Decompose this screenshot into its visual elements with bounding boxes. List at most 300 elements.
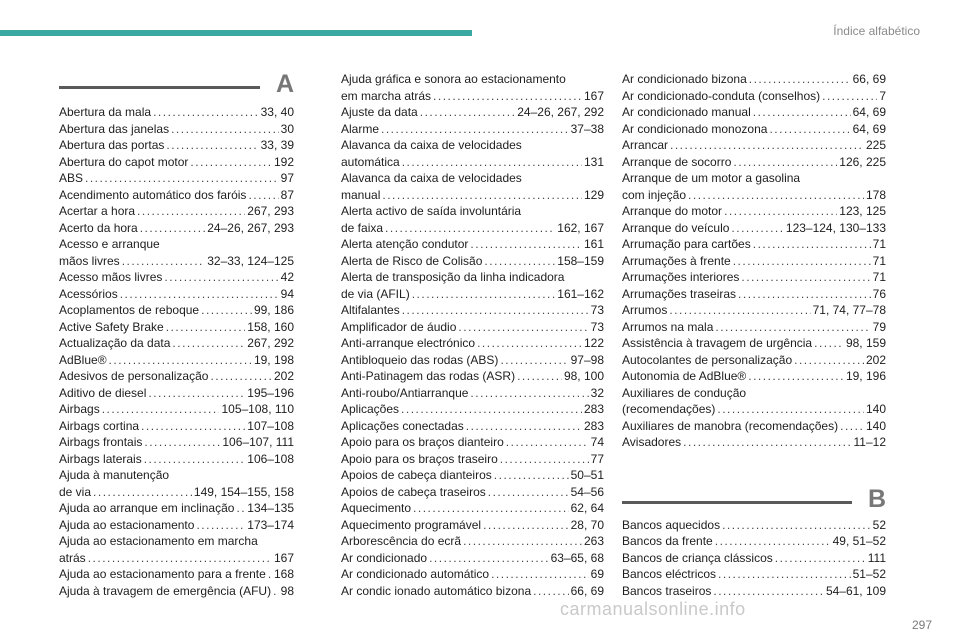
dot-leader	[137, 203, 245, 220]
index-entry[interactable]	[341, 418, 604, 435]
dot-leader	[88, 550, 272, 567]
dot-leader	[196, 517, 245, 534]
dot-leader	[382, 187, 582, 204]
index-entry[interactable]	[59, 352, 294, 369]
index-entry-pages: 64, 69	[852, 105, 886, 119]
index-entry-pages: 131	[583, 154, 604, 169]
index-entry[interactable]	[622, 71, 886, 88]
index-entry-label: Arranque do motor	[622, 204, 723, 218]
index-entry[interactable]	[59, 434, 294, 451]
index-entry-label: Arrumos	[622, 303, 668, 317]
index-entries-col1	[59, 104, 294, 599]
index-entry[interactable]	[622, 203, 886, 220]
index-entry-pages: 140	[865, 402, 886, 416]
index-entry[interactable]	[341, 583, 604, 600]
index-entry-pages: 30	[280, 121, 294, 136]
dot-leader	[749, 71, 851, 88]
index-entry-label: Aquecimento	[341, 501, 412, 515]
index-entry[interactable]	[341, 550, 604, 567]
index-entry-label: Auxiliares de manobra (recomendações)	[622, 418, 839, 433]
index-entry-pages: 202	[273, 369, 294, 383]
index-entry[interactable]	[59, 154, 294, 171]
index-entry-pages: 51–52	[852, 567, 886, 581]
index-entry-label: Apoio para os braços dianteiro	[341, 435, 504, 449]
dot-leader	[753, 236, 871, 253]
index-entry-label: Ajuda ao estacionamento para a frente	[59, 567, 266, 581]
index-entry-lead-line: Ajuda gráfica e sonora ao estacionamento	[341, 72, 566, 86]
dot-leader	[201, 302, 252, 319]
index-entry[interactable]	[341, 500, 604, 517]
index-entry[interactable]	[622, 533, 886, 550]
dot-leader	[122, 253, 206, 270]
index-entry-label: Arranque do veículo	[622, 220, 730, 235]
dot-leader	[433, 88, 582, 105]
index-entry-pages: 267, 293	[247, 204, 294, 218]
index-entry-label: Aditivo de diesel	[59, 385, 147, 400]
index-entry[interactable]	[59, 368, 294, 385]
index-entry-pages: 73	[590, 303, 604, 317]
dot-leader	[140, 220, 206, 237]
dot-leader	[794, 352, 864, 369]
index-entry-pages: 87	[280, 187, 294, 202]
index-entry-pages: 202	[865, 352, 886, 367]
index-entry-pages: 97	[280, 171, 294, 185]
index-entry-pages: 66, 69	[852, 72, 886, 86]
index-entry-label: Apoio para os braços traseiro	[341, 451, 498, 466]
dot-leader	[402, 154, 582, 171]
dot-leader	[381, 121, 569, 138]
index-entry[interactable]	[622, 104, 886, 121]
index-entry-pages: 168	[273, 567, 294, 581]
dot-leader	[268, 566, 272, 583]
index-entry-pages: 149, 154–155, 158	[193, 484, 294, 499]
index-entry[interactable]	[622, 88, 886, 105]
dot-leader	[669, 302, 810, 319]
dot-leader	[733, 154, 837, 171]
index-entry[interactable]	[341, 88, 604, 105]
index-entry-pages: 106–108	[247, 451, 294, 466]
index-entry[interactable]	[59, 319, 294, 336]
section-header-b	[622, 484, 886, 515]
index-entry[interactable]	[341, 434, 604, 451]
index-entry-lead-line: Acesso e arranque	[59, 237, 160, 251]
dot-leader	[688, 187, 864, 204]
index-entries-col3-b	[622, 517, 886, 600]
dot-leader	[533, 583, 569, 600]
dot-leader	[477, 335, 582, 352]
index-entry-pages: 32	[590, 385, 604, 400]
index-entry-pages: 33, 40	[260, 105, 294, 119]
index-entry-label: Assistência à travagem de urgência	[622, 336, 813, 350]
index-entry[interactable]	[59, 335, 294, 352]
index-entry-label: Abertura das janelas	[59, 121, 170, 136]
index-entry[interactable]	[622, 253, 886, 270]
dot-leader	[717, 401, 864, 418]
index-entry-pages: 49, 51–52	[832, 534, 886, 548]
index-entry-label: Airbags	[59, 402, 100, 416]
index-entry[interactable]	[59, 286, 294, 303]
dot-leader	[715, 319, 870, 336]
dot-leader	[500, 352, 568, 369]
index-entry-label: Airbags laterais	[59, 451, 142, 466]
index-entries-col3	[622, 71, 886, 451]
index-entry[interactable]	[59, 187, 294, 204]
index-entry-label: Acoplamentos de reboque	[59, 303, 200, 317]
dot-leader	[713, 583, 824, 600]
index-entry-pages: 263	[583, 534, 604, 548]
index-entry-pages: 73	[590, 319, 604, 334]
dot-leader	[141, 418, 245, 435]
index-entry-label: Bancos de criança clássicos	[622, 550, 773, 565]
index-entry[interactable]	[622, 566, 886, 583]
dot-leader	[458, 319, 588, 336]
index-entry-label: Adesivos de personalização	[59, 369, 209, 383]
index-entry-pages: 50–51	[570, 468, 604, 482]
index-entry-label: Avisadores	[622, 435, 682, 449]
index-entry[interactable]	[622, 352, 886, 369]
index-entry[interactable]	[622, 550, 886, 567]
dot-leader	[722, 517, 871, 534]
dot-leader	[738, 286, 871, 303]
index-entry-label: Aquecimento programável	[341, 517, 482, 532]
dot-leader	[85, 170, 279, 187]
index-column-1	[59, 70, 294, 599]
dot-leader	[236, 500, 245, 517]
index-entry-lead-line: Alavanca da caixa de velocidades	[341, 138, 522, 152]
index-entry-pages: 122	[583, 336, 604, 350]
index-entry[interactable]	[341, 121, 604, 138]
index-entry-pages: 98	[280, 583, 294, 598]
dot-leader	[670, 137, 864, 154]
index-entry[interactable]	[59, 269, 294, 286]
index-column-3	[622, 71, 886, 599]
dot-leader	[190, 154, 272, 171]
index-entry[interactable]	[59, 418, 294, 435]
index-entry[interactable]	[622, 302, 886, 319]
dot-leader	[488, 484, 569, 501]
index-entry[interactable]	[622, 286, 886, 303]
index-entry-label: Arrumos na mala	[622, 319, 714, 334]
dot-leader	[166, 137, 258, 154]
index-entry[interactable]	[341, 104, 604, 121]
index-entry[interactable]	[59, 220, 294, 237]
dot-leader	[748, 368, 844, 385]
index-entry-pages: 178	[865, 187, 886, 202]
index-entry[interactable]	[59, 583, 294, 600]
index-entry-label: Ar condicionado-conduta (conselhos)	[622, 88, 821, 103]
index-entry[interactable]	[341, 187, 604, 204]
dot-leader	[248, 187, 278, 204]
index-entry-label: Autocolantes de personalização	[622, 352, 793, 367]
index-entry-pages: 71, 74, 77–78	[812, 303, 886, 317]
index-entry[interactable]	[59, 451, 294, 468]
index-entry[interactable]	[59, 121, 294, 138]
section-letter-b: B	[867, 484, 886, 513]
index-entry-label: Arrumações traseiras	[622, 286, 737, 301]
index-entry-pages: 79	[872, 319, 886, 334]
index-entry-label: Aplicações	[341, 402, 400, 416]
index-entry-label: Apoios de cabeça dianteiros	[341, 468, 492, 482]
dot-leader	[385, 220, 555, 237]
dot-leader	[470, 236, 582, 253]
index-entry-pages: 37–38	[570, 121, 604, 136]
index-entry-pages: 71	[872, 237, 886, 251]
index-entry-label: Abertura da mala	[59, 105, 152, 119]
index-entry-label: com injeção	[622, 187, 687, 202]
index-entry-label: Autonomia de AdBlue®	[622, 369, 747, 383]
index-entry-pages: 63–65, 68	[550, 550, 604, 565]
index-entry-pages: 161	[583, 237, 604, 251]
index-entry-label: Bancos da frente	[622, 534, 713, 548]
index-entry[interactable]	[341, 385, 604, 402]
dot-leader	[491, 566, 589, 583]
index-entry-pages: 71	[872, 270, 886, 284]
dot-leader	[470, 385, 588, 402]
index-entry-pages: 129	[583, 187, 604, 202]
index-entry-label: Airbags cortina	[59, 418, 140, 433]
index-entry-label: Anti-Patinagem das rodas (ASR)	[341, 369, 516, 383]
index-entry[interactable]	[622, 401, 886, 418]
dot-leader	[164, 269, 278, 286]
dot-leader	[718, 566, 851, 583]
index-entry-pages: 167	[273, 550, 294, 565]
index-entry-label: Acendimento automático dos faróis	[59, 187, 247, 202]
index-entry-label: Altifalantes	[341, 303, 400, 317]
index-entry[interactable]	[622, 583, 886, 600]
index-entry[interactable]	[341, 154, 604, 171]
index-entry-label: Ajuda à travagem de emergência (AFU)	[59, 583, 272, 598]
index-entry-pages: 123–124, 130–133	[785, 220, 886, 235]
index-entry-pages: 62, 64	[570, 501, 604, 515]
index-entry-pages: 64, 69	[852, 121, 886, 136]
index-entry-pages: 158, 160	[247, 319, 294, 334]
section-rule	[622, 501, 852, 504]
index-entry-pages: 106–107, 111	[222, 435, 294, 449]
dot-leader	[102, 401, 220, 418]
dot-leader	[420, 104, 516, 121]
index-entry-label: Ar condic ionado automático bizona	[341, 583, 532, 598]
index-entry-label: automática	[341, 154, 400, 169]
index-entry-label: de faixa	[341, 220, 384, 235]
index-entry-pages: 19, 196	[845, 369, 886, 383]
index-entry-pages: 98, 100	[563, 369, 604, 383]
index-entry[interactable]	[622, 319, 886, 336]
index-entry[interactable]	[341, 533, 604, 550]
index-entry[interactable]	[341, 467, 604, 484]
index-entry-lead-line: Ajuda à manutenção	[59, 468, 170, 482]
index-entry-lead-line: Alavanca da caixa de velocidades	[341, 171, 522, 185]
section-letter-a: A	[275, 70, 294, 98]
index-entry-pages: 283	[583, 402, 604, 416]
index-entry-label: Aplicações conectadas	[341, 418, 464, 433]
index-entry-pages: 111	[867, 550, 886, 565]
index-entry-label: Alerta atenção condutor	[341, 237, 469, 251]
index-entry-pages: 32–33, 124–125	[207, 253, 294, 268]
index-entry[interactable]	[59, 401, 294, 418]
dot-leader	[153, 104, 259, 121]
index-entry[interactable]	[341, 302, 604, 319]
index-entry[interactable]	[341, 220, 604, 237]
index-entry[interactable]	[59, 104, 294, 121]
index-entries-col2	[341, 71, 604, 599]
index-entry-pages: 94	[280, 286, 294, 301]
dot-leader	[814, 335, 844, 352]
index-entry-pages: 283	[583, 418, 604, 433]
index-entry-pages: 76	[872, 286, 886, 301]
index-entry-label: Arrumação para cartões	[622, 237, 751, 251]
dot-leader	[144, 434, 220, 451]
index-entry-label: (recomendações)	[622, 402, 716, 416]
index-entry-pages: 99, 186	[253, 303, 294, 317]
index-entry-label: Acesso mãos livres	[59, 270, 163, 284]
index-entry-lead-line: Alerta activo de saída involuntária	[341, 204, 522, 218]
index-entry-pages: 54–61, 109	[825, 583, 886, 598]
index-entry[interactable]	[622, 121, 886, 138]
page-number: 297	[911, 618, 932, 632]
dot-leader	[715, 533, 831, 550]
dot-leader	[166, 319, 246, 336]
index-entry[interactable]	[341, 335, 604, 352]
index-entry[interactable]	[59, 137, 294, 154]
dot-leader	[724, 203, 837, 220]
dot-leader	[840, 418, 864, 435]
index-entry[interactable]	[59, 550, 294, 567]
index-entry[interactable]	[622, 368, 886, 385]
index-entry[interactable]	[59, 500, 294, 517]
index-entry-pages: 134–135	[247, 501, 294, 515]
dot-leader	[753, 104, 851, 121]
dot-leader	[733, 253, 871, 270]
index-entry-label: Bancos traseiros	[622, 583, 712, 598]
index-entry-label: Anti-arranque electrónico	[341, 336, 476, 350]
dot-leader	[466, 418, 582, 435]
index-entry[interactable]	[341, 484, 604, 501]
index-entry[interactable]	[341, 368, 604, 385]
index-entry-label: Ajuda ao estacionamento	[59, 517, 195, 532]
index-entry-pages: 24–26, 267, 293	[207, 220, 294, 235]
dot-leader	[483, 517, 569, 534]
index-entry[interactable]	[59, 170, 294, 187]
index-entry[interactable]	[59, 566, 294, 583]
index-entry-label: em marcha atrás	[341, 88, 432, 103]
index-entry-label: Arranque de socorro	[622, 154, 732, 169]
index-entry-pages: 97–98	[570, 352, 604, 367]
index-entry-pages: 42	[280, 270, 294, 284]
dot-leader	[144, 451, 246, 468]
index-entry[interactable]	[622, 517, 886, 534]
index-entry-label: Ar condicionado manual	[622, 105, 751, 119]
index-entry[interactable]	[622, 335, 886, 352]
index-entry[interactable]	[341, 451, 604, 468]
dot-leader	[402, 302, 589, 319]
index-entry-pages: 140	[865, 418, 886, 433]
index-entry-pages: 126, 225	[839, 154, 886, 169]
dot-leader	[109, 352, 252, 369]
dot-leader	[775, 550, 866, 567]
index-entry[interactable]	[341, 253, 604, 270]
index-entry-pages: 69	[590, 567, 604, 581]
index-entry[interactable]	[341, 401, 604, 418]
dot-leader	[822, 88, 877, 105]
index-entry-label: Acertar a hora	[59, 204, 136, 218]
index-entry[interactable]	[341, 517, 604, 534]
index-entry-pages: 195–196	[247, 385, 294, 400]
index-entry-pages: 54–56	[570, 484, 604, 499]
index-entry-pages: 28, 70	[570, 517, 604, 532]
index-entry-label: Arrumações interiores	[622, 270, 740, 284]
index-entry[interactable]	[622, 187, 886, 204]
index-entry-label: Amplificador de áudio	[341, 319, 457, 334]
index-entry[interactable]	[341, 236, 604, 253]
index-entry-label: Ajuda ao arranque em inclinação	[59, 501, 235, 515]
index-entry[interactable]	[622, 418, 886, 435]
index-entry[interactable]	[59, 302, 294, 319]
dot-leader	[172, 335, 245, 352]
index-entry[interactable]	[59, 484, 294, 501]
index-entry-pages: 52	[872, 517, 886, 532]
dot-leader	[413, 500, 569, 517]
index-entry[interactable]	[622, 434, 886, 451]
dot-leader	[463, 533, 582, 550]
index-entry-pages: 7	[879, 88, 886, 103]
index-entry[interactable]	[622, 236, 886, 253]
section-header-a	[59, 70, 294, 100]
index-entry[interactable]	[622, 137, 886, 154]
index-entry-label: manual	[341, 187, 381, 202]
dot-leader	[93, 484, 192, 501]
index-entry-pages: 105–108, 110	[221, 402, 294, 416]
dot-leader	[412, 286, 556, 303]
index-entry-pages: 192	[273, 154, 294, 169]
index-entry-label: AdBlue®	[59, 352, 107, 367]
index-entry-label: mãos livres	[59, 253, 120, 268]
index-entry-label: Ar condicionado	[341, 550, 428, 565]
index-entry[interactable]	[622, 154, 886, 171]
index-entry[interactable]	[341, 566, 604, 583]
index-entry[interactable]	[59, 203, 294, 220]
dot-leader	[494, 467, 569, 484]
index-entry-pages: 267, 292	[247, 336, 294, 350]
index-entry[interactable]	[341, 352, 604, 369]
index-entry-pages: 123, 125	[839, 204, 886, 218]
index-entry-label: Ajuste da data	[341, 105, 418, 119]
index-entry-label: de via (AFIL)	[341, 286, 410, 301]
index-entry-pages: 77	[590, 451, 604, 466]
index-entry-label: Alarme	[341, 121, 380, 136]
index-entry[interactable]	[341, 319, 604, 336]
index-entry[interactable]	[59, 517, 294, 534]
index-entry[interactable]	[341, 286, 604, 303]
index-entry[interactable]	[622, 220, 886, 237]
index-entry-label: Actualização da data	[59, 336, 171, 350]
index-entry-label: Alerta de Risco de Colisão	[341, 253, 483, 268]
index-entry[interactable]	[59, 253, 294, 270]
dot-leader	[500, 451, 589, 468]
dot-leader	[506, 434, 589, 451]
index-entry[interactable]	[59, 385, 294, 402]
index-entry-label: Acessórios	[59, 286, 118, 301]
dot-leader	[401, 401, 582, 418]
index-entry-label: Active Safety Brake	[59, 319, 164, 334]
index-entry-pages: 11–12	[853, 435, 886, 449]
index-entry-label: Antibloqueio das rodas (ABS)	[341, 352, 499, 367]
index-entry[interactable]	[622, 269, 886, 286]
index-entry-pages: 66, 69	[570, 583, 604, 598]
index-entry-pages: 158–159	[557, 253, 604, 268]
index-entry-label: Apoios de cabeça traseiros	[341, 484, 486, 499]
index-entry-pages: 24–26, 267, 292	[517, 105, 604, 119]
index-entry-lead-line: Alerta de transposição da linha indicadora	[341, 270, 565, 284]
